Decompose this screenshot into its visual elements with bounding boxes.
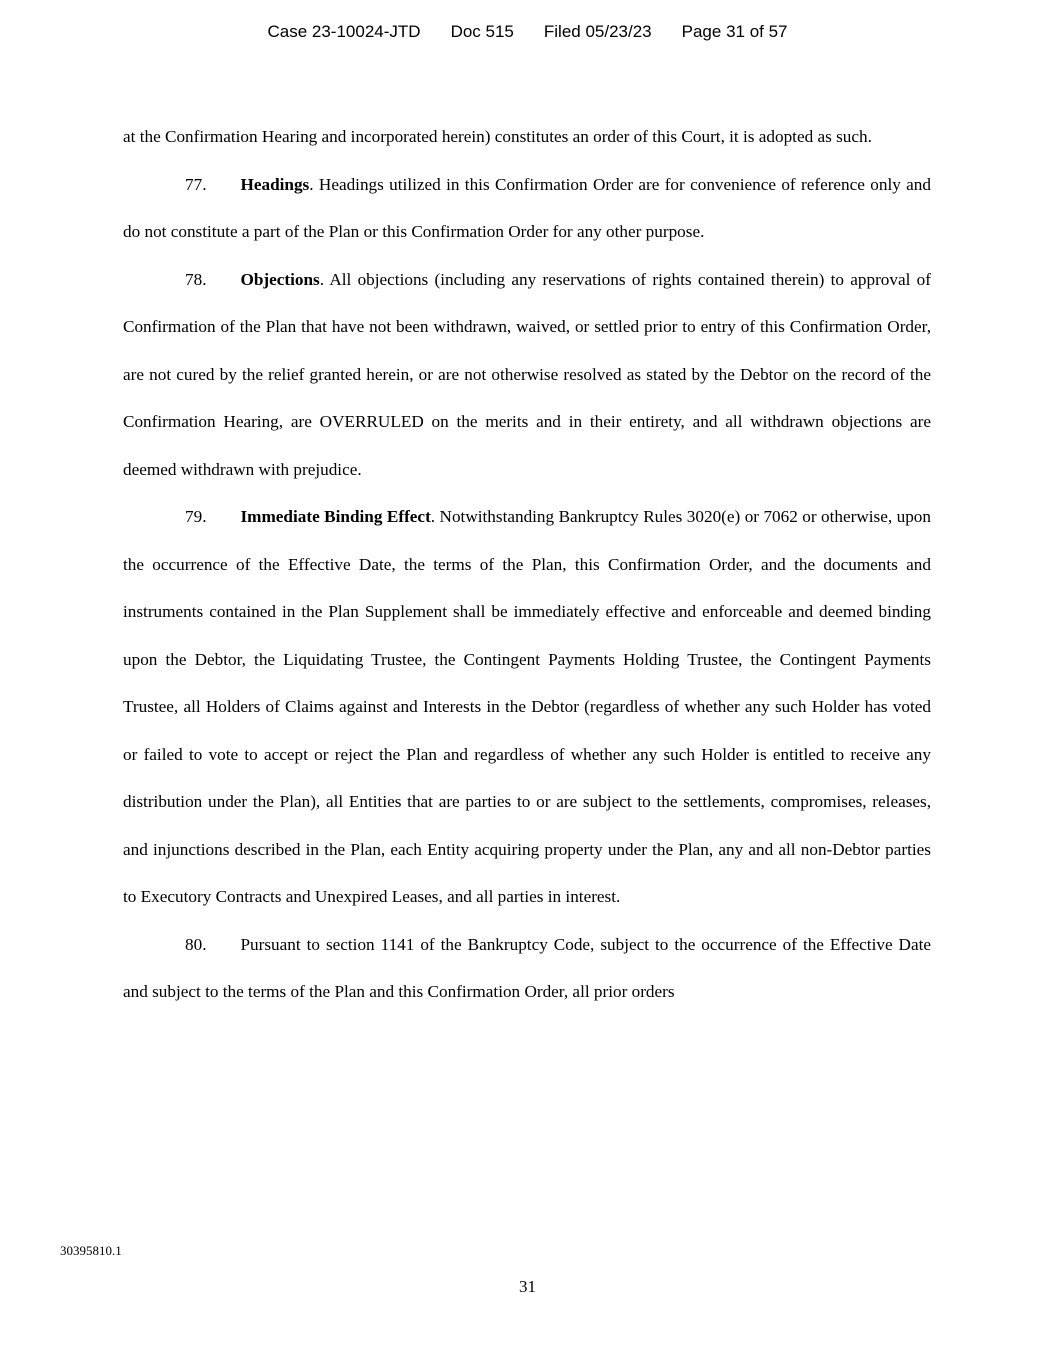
page-number: 31: [519, 1277, 536, 1296]
document-body: [123, 113, 931, 1016]
ecf-header-stamp: [0, 20, 1055, 44]
footer-doc-id: 30395810.1: [60, 1243, 122, 1258]
paragraph-number: 80.: [185, 934, 207, 954]
stamp-case-number: Case 23-10024-JTD: [267, 22, 421, 41]
paragraph-text: . Notwithstanding Bankruptcy Rules 3020(e) or 7062 or otherwise, upon the occurrence of the Effective Date, the terms of the Plan, this Confirmation Order, and the documents and instruments contained in the Plan Supplement shall be immediately effective and enforceable and deemed binding upon the Debtor, the Liquidating Trustee, the Contingent Payments Holding Trustee, the Contingent Payments Trustee, all Holders of Claims against and Interests in the Debtor (regardless of whether any such Holder has voted or failed to vote to accept or reject the Plan and regardless of whether any such Holder is entitled to receive any distribution under the Plan), all Entities that are parties to or are subject to the settlements, compromises, releases, and injunctions described in the Plan, each Entity acquiring property under the Plan, any and all non-Debtor parties to Executory Contracts and Unexpired Leases, and all parties in interest.: [123, 507, 931, 906]
paragraph-heading-text: Objections: [240, 269, 320, 289]
paragraph: [123, 921, 931, 1016]
paragraph-heading-text: Headings: [240, 174, 310, 194]
paragraph-heading-text: Immediate Binding Effect: [240, 507, 431, 526]
paragraph-text: . All objections (including any reservations of rights contained therein) to approval of Confirmation of the Plan that have not been withdrawn, waived, or settled prior to entry of this Confirmation Order, are not cured by the relief granted herein, or are not otherwise resolved as stated by the Debtor on the record of the Confirmation Hearing, are OVERRULED on the merits and in their entirety, and all withdrawn objections are deemed withdrawn with prejudice.: [123, 269, 931, 479]
paragraph: [123, 113, 931, 161]
paragraph: [123, 256, 931, 494]
paragraph-text: at the Confirmation Hearing and incorporated herein) constitutes an order of this Court, it is adopted as such.: [123, 127, 872, 146]
paragraph-number: 79.: [185, 507, 207, 526]
stamp-filed-date: Filed 05/23/23: [543, 22, 652, 41]
paragraph-number: 78.: [185, 269, 207, 289]
paragraph-text: . Headings utilized in this Confirmation Order are for convenience of reference only and do not constitute a part of the Plan or this Confirmation Order for any other purpose.: [123, 174, 931, 241]
stamp-page-count: Page 31 of 57: [681, 22, 788, 41]
paragraph-text: Pursuant to section 1141 of the Bankruptcy Code, subject to the occurrence of the Effective Date and subject to the terms of the Plan and this Confirmation Order, all prior orders: [123, 934, 931, 1001]
paragraph: [123, 161, 931, 256]
stamp-doc-number: Doc 515: [450, 22, 514, 41]
paragraph-number: 77.: [185, 174, 207, 194]
paragraph: [123, 493, 931, 921]
